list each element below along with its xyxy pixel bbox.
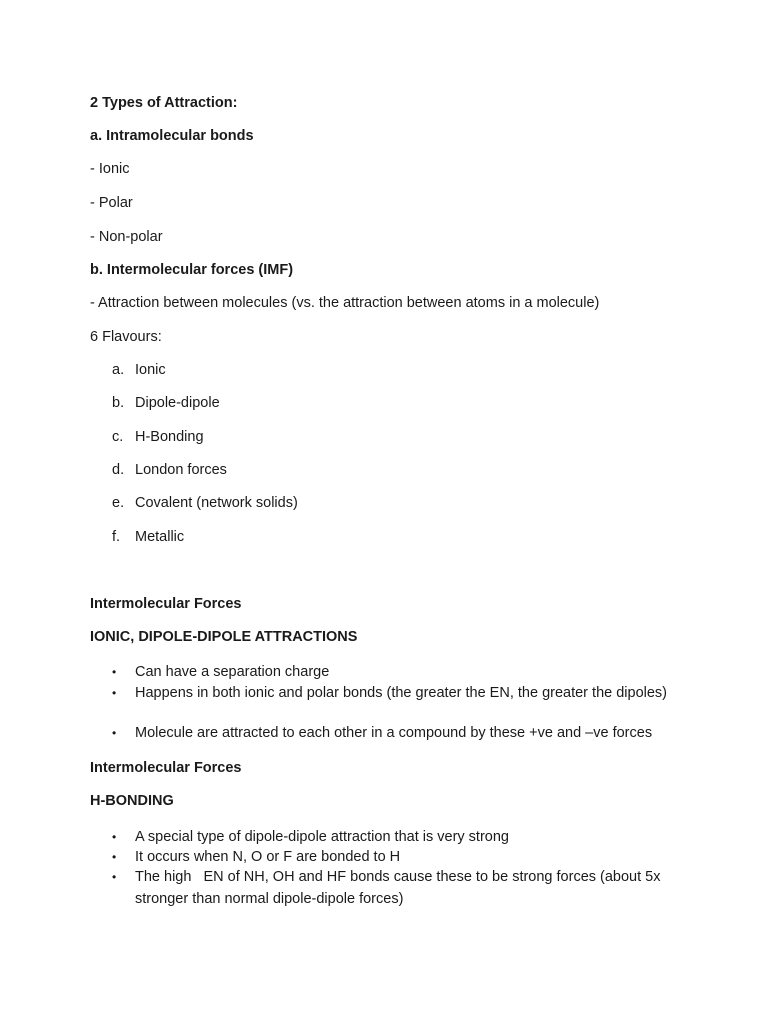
- flavours-title: 6 Flavours:: [90, 329, 162, 345]
- bullet-icon: •: [112, 830, 117, 844]
- list-marker: f.: [112, 529, 121, 545]
- bullet-icon: •: [112, 665, 117, 679]
- intra-item-nonpolar: - Non-polar: [90, 229, 163, 245]
- list-item: London forces: [135, 462, 227, 478]
- list-marker: a.: [112, 362, 125, 378]
- list-marker: c.: [112, 429, 124, 445]
- bullet-icon: •: [112, 850, 117, 864]
- list-item: Metallic: [135, 529, 185, 545]
- list-item: Ionic: [135, 362, 166, 378]
- intramolecular-title: a. Intramolecular bonds: [90, 128, 254, 144]
- list-marker: d.: [112, 462, 125, 478]
- intermolecular-title: b. Intermolecular forces (IMF): [90, 262, 294, 278]
- bullet-item: Molecule are attracted to each other in a compound by these +ve and –ve forces: [135, 725, 653, 741]
- bullet-item: The high EN of NH, OH and HF bonds cause these to be strong forces (about 5x stronger than normal dipole-dipole forces): [135, 869, 661, 907]
- list-item: H-Bonding: [135, 429, 204, 445]
- intermolecular-description: - Attraction between molecules (vs. the attraction between atoms in a molecule): [90, 295, 600, 311]
- bullet-icon: •: [112, 726, 117, 740]
- bullet-item: It occurs when N, O or F are bonded to H: [135, 849, 401, 865]
- list-marker: e.: [112, 495, 125, 511]
- bullet-icon: •: [112, 686, 117, 700]
- list-item: Dipole-dipole: [135, 395, 220, 411]
- list-item: Covalent (network solids): [135, 495, 298, 511]
- page-heading: 2 Types of Attraction:: [90, 95, 238, 111]
- list-marker: b.: [112, 395, 125, 411]
- bullet-item: A special type of dipole-dipole attraction that is very strong: [135, 829, 509, 845]
- intra-item-ionic: - Ionic: [90, 161, 130, 177]
- bullet-item: Happens in both ionic and polar bonds (the greater the EN, the greater the dipoles): [135, 685, 668, 701]
- section2-title: H-BONDING: [90, 793, 174, 809]
- intra-item-polar: - Polar: [90, 195, 133, 211]
- section1-title: IONIC, DIPOLE-DIPOLE ATTRACTIONS: [90, 629, 358, 645]
- section1-label: Intermolecular Forces: [90, 596, 242, 612]
- bullet-icon: •: [112, 870, 117, 884]
- bullet-item: Can have a separation charge: [135, 664, 330, 680]
- section2-label: Intermolecular Forces: [90, 760, 242, 776]
